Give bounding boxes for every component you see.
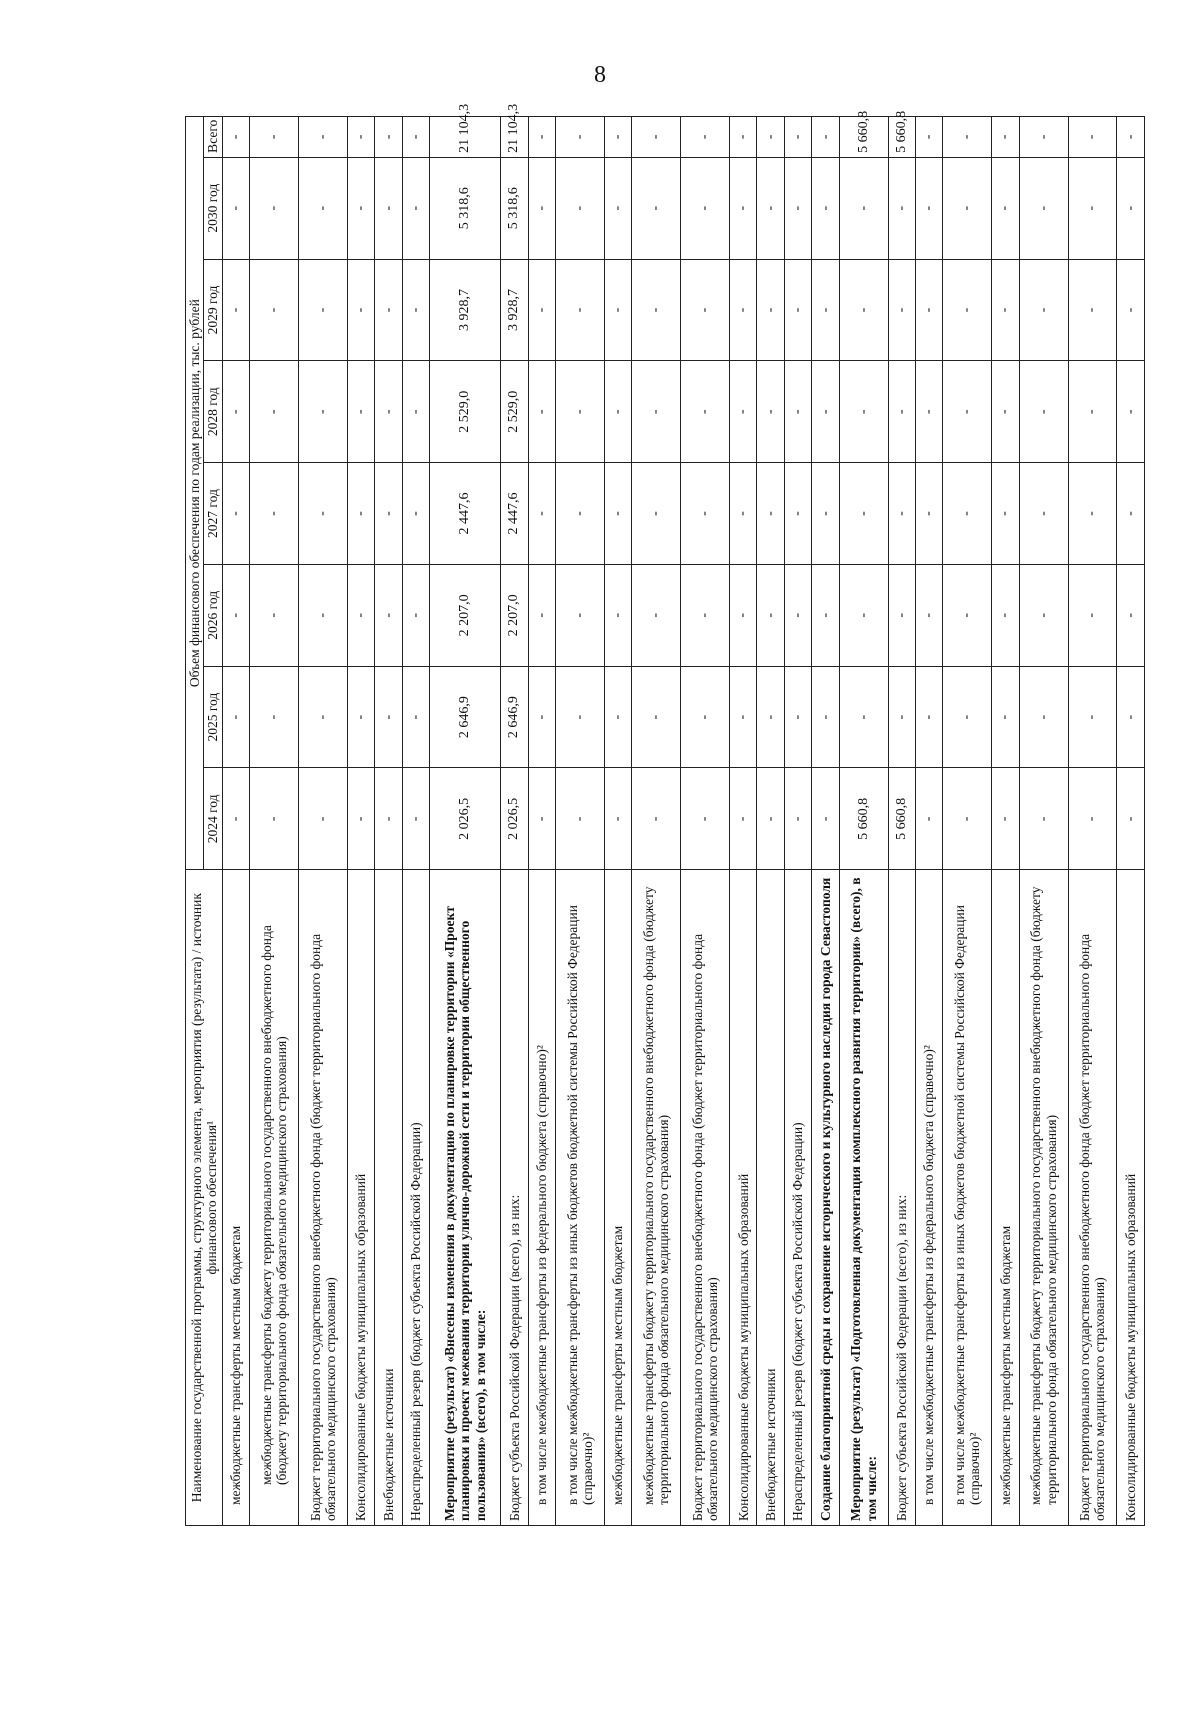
row-label: Бюджет территориального государственного внебюджетного фонда (бюджет территориального фонда обязательного медицинского страхования) — [681, 870, 730, 1526]
page-number: 8 — [594, 62, 606, 88]
row-label: в том числе межбюджетные трансферты из иных бюджетов бюджетной системы Российской Федерации (справочно)² — [943, 870, 992, 1526]
row-total-value: - — [604, 117, 631, 158]
table-row — [604, 117, 631, 1526]
header-year: 2025 год — [204, 666, 222, 768]
header-year: 2026 год — [204, 564, 222, 666]
header-year: 2028 год — [204, 361, 222, 463]
row-label: Бюджет территориального государственного внебюджетного фонда (бюджет территориального фонда обязательного медицинского страхования) — [1068, 870, 1117, 1526]
row-year-value: - — [632, 361, 681, 463]
row-year-value: - — [222, 768, 249, 870]
row-year-value: - — [915, 564, 942, 666]
row-year-value: 2 207,0 — [430, 564, 501, 666]
row-total-value: - — [757, 117, 784, 158]
row-label: Бюджет субъекта Российской Федерации (всего), из них: — [501, 870, 528, 1526]
row-year-value: - — [347, 157, 374, 259]
row-year-value: - — [839, 564, 888, 666]
row-year-value: - — [1117, 463, 1145, 565]
row-year-value: - — [250, 564, 299, 666]
row-year-value: - — [1117, 259, 1145, 361]
row-year-value: - — [730, 361, 757, 463]
row-year-value: - — [222, 361, 249, 463]
row-total-value: 5 660,8 — [839, 117, 888, 158]
row-year-value: - — [812, 361, 839, 463]
row-year-value: - — [757, 768, 784, 870]
row-year-value: - — [604, 564, 631, 666]
table-row — [1019, 117, 1068, 1526]
row-year-value: - — [402, 666, 429, 768]
row-year-value: - — [1068, 463, 1117, 565]
row-year-value: - — [347, 259, 374, 361]
row-year-value: - — [556, 361, 605, 463]
row-total-value: - — [528, 117, 555, 158]
row-year-value: - — [1068, 564, 1117, 666]
row-total-value: 5 660,8 — [888, 117, 915, 158]
row-year-value: - — [528, 361, 555, 463]
row-year-value: - — [784, 157, 811, 259]
row-year-value: - — [632, 463, 681, 565]
row-total-value: - — [784, 117, 811, 158]
row-year-value: - — [943, 157, 992, 259]
row-year-value: - — [757, 463, 784, 565]
row-year-value: - — [784, 259, 811, 361]
row-total-value: 21 104,3 — [501, 117, 528, 158]
row-year-value: - — [402, 157, 429, 259]
row-year-value: - — [681, 157, 730, 259]
row-year-value: - — [681, 768, 730, 870]
row-year-value: - — [992, 564, 1019, 666]
row-total-value: - — [250, 117, 299, 158]
table-row — [1068, 117, 1117, 1526]
row-total-value: - — [730, 117, 757, 158]
row-year-value: - — [730, 666, 757, 768]
row-year-value: - — [402, 463, 429, 565]
row-year-value: - — [375, 157, 402, 259]
header-total: Всего — [204, 117, 222, 158]
row-label: Внебюджетные источники — [375, 870, 402, 1526]
row-year-value: - — [1019, 259, 1068, 361]
table-row — [528, 117, 555, 1526]
row-year-value: - — [812, 259, 839, 361]
row-total-value: - — [222, 117, 249, 158]
row-year-value: - — [604, 259, 631, 361]
row-year-value: - — [250, 666, 299, 768]
row-year-value: - — [375, 463, 402, 565]
row-year-value: - — [888, 463, 915, 565]
row-label: Мероприятие (результат) «Внесены изменения в документацию по планировке территории «Проект планировки и проект межевания территории улично-дорожной сети и территории общественного пользования» (всего), в том числе: — [430, 870, 501, 1526]
row-year-value: - — [757, 259, 784, 361]
row-year-value: - — [528, 768, 555, 870]
table-row — [943, 117, 992, 1526]
row-year-value: - — [784, 564, 811, 666]
row-year-value: - — [1068, 361, 1117, 463]
row-year-value: 5 318,6 — [501, 157, 528, 259]
row-total-value: - — [402, 117, 429, 158]
row-year-value: - — [888, 666, 915, 768]
row-year-value: - — [784, 666, 811, 768]
row-total-value: 21 104,3 — [430, 117, 501, 158]
row-year-value: - — [730, 259, 757, 361]
row-year-value: - — [943, 564, 992, 666]
row-year-value: - — [1117, 768, 1145, 870]
row-year-value: - — [812, 768, 839, 870]
row-year-value: - — [528, 463, 555, 565]
row-year-value: - — [812, 463, 839, 565]
table-row — [402, 117, 429, 1526]
row-year-value: - — [1019, 463, 1068, 565]
row-year-value: - — [888, 361, 915, 463]
row-year-value: - — [943, 768, 992, 870]
row-year-value: - — [299, 361, 348, 463]
row-year-value: - — [347, 463, 374, 565]
table-row — [757, 117, 784, 1526]
row-year-value: - — [888, 259, 915, 361]
table-row — [839, 117, 888, 1526]
row-year-value: - — [556, 564, 605, 666]
row-year-value: - — [812, 666, 839, 768]
row-label: Консолидированные бюджеты муниципальных образований — [1117, 870, 1145, 1526]
row-year-value: - — [681, 666, 730, 768]
row-year-value: - — [347, 768, 374, 870]
row-year-value: - — [915, 463, 942, 565]
row-year-value: - — [1019, 768, 1068, 870]
table-row — [730, 117, 757, 1526]
row-year-value: - — [730, 463, 757, 565]
table-row — [784, 117, 811, 1526]
row-year-value: - — [812, 157, 839, 259]
table-row — [681, 117, 730, 1526]
row-year-value: - — [1117, 157, 1145, 259]
row-total-value: - — [812, 117, 839, 158]
row-year-value: - — [992, 361, 1019, 463]
table-body — [222, 103, 1144, 1526]
row-year-value: - — [347, 564, 374, 666]
header-year: 2027 год — [204, 463, 222, 565]
row-label: межбюджетные трансферты бюджету территориального государственного внебюджетного фонда (бюджету территориального фонда обязательного медицинского страхования) — [250, 870, 299, 1526]
row-year-value: - — [402, 768, 429, 870]
row-year-value: - — [915, 259, 942, 361]
row-label: Мероприятие (результат) «Подготовленная документация комплексного развития территории» (всего), в том числе: — [839, 870, 888, 1526]
row-year-value: - — [943, 666, 992, 768]
row-year-value: - — [604, 463, 631, 565]
row-year-value: - — [812, 564, 839, 666]
row-label: в том числе межбюджетные трансферты из федерального бюджета (справочно)² — [528, 870, 555, 1526]
row-year-value: - — [681, 564, 730, 666]
row-year-value: - — [375, 361, 402, 463]
row-year-value: - — [222, 463, 249, 565]
row-year-value: - — [839, 666, 888, 768]
row-year-value: - — [604, 157, 631, 259]
row-total-value: - — [1068, 117, 1117, 158]
row-total-value: - — [681, 117, 730, 158]
header-year: 2024 год — [204, 768, 222, 870]
row-year-value: 2 529,0 — [430, 361, 501, 463]
row-total-value: - — [1117, 117, 1145, 158]
row-year-value: 3 928,7 — [501, 259, 528, 361]
table-header — [186, 117, 223, 1526]
row-year-value: 5 660,8 — [839, 768, 888, 870]
row-year-value: 2 207,0 — [501, 564, 528, 666]
row-total-value: - — [1019, 117, 1068, 158]
table-row — [888, 117, 915, 1526]
row-year-value: 3 928,7 — [430, 259, 501, 361]
row-year-value: - — [915, 157, 942, 259]
row-label: межбюджетные трансферты местным бюджетам — [992, 870, 1019, 1526]
row-year-value: - — [632, 666, 681, 768]
table-row — [347, 117, 374, 1526]
row-year-value: - — [528, 259, 555, 361]
row-year-value: - — [1117, 361, 1145, 463]
row-year-value: - — [943, 259, 992, 361]
table-row — [299, 117, 348, 1526]
row-year-value: - — [347, 666, 374, 768]
row-year-value: - — [1019, 157, 1068, 259]
header-financing-group: Объем финансового обеспечения по годам реализации, тыс. рублей — [186, 117, 204, 870]
row-year-value: - — [299, 768, 348, 870]
row-year-value: - — [1117, 666, 1145, 768]
row-year-value: - — [375, 768, 402, 870]
row-total-value: - — [375, 117, 402, 158]
row-year-value: - — [757, 666, 784, 768]
row-year-value: 2 447,6 — [430, 463, 501, 565]
row-year-value: 2 026,5 — [430, 768, 501, 870]
row-year-value: - — [943, 463, 992, 565]
row-year-value: - — [730, 157, 757, 259]
row-year-value: - — [888, 157, 915, 259]
row-year-value: - — [528, 157, 555, 259]
row-year-value: - — [757, 157, 784, 259]
row-year-value: - — [839, 259, 888, 361]
row-year-value: 2 529,0 — [501, 361, 528, 463]
row-year-value: - — [784, 463, 811, 565]
row-year-value: - — [1019, 361, 1068, 463]
row-year-value: - — [632, 768, 681, 870]
row-total-value: - — [299, 117, 348, 158]
row-year-value: - — [402, 259, 429, 361]
row-year-value: - — [299, 666, 348, 768]
row-year-value: - — [222, 666, 249, 768]
row-label: межбюджетные трансферты местным бюджетам — [222, 870, 249, 1526]
row-year-value: - — [222, 259, 249, 361]
row-year-value: - — [1019, 564, 1068, 666]
row-total-value: - — [943, 117, 992, 158]
row-year-value: - — [250, 463, 299, 565]
row-year-value: - — [556, 768, 605, 870]
row-year-value: 2 026,5 — [501, 768, 528, 870]
row-year-value: - — [730, 768, 757, 870]
row-year-value: - — [402, 361, 429, 463]
row-year-value: - — [681, 361, 730, 463]
row-year-value: - — [250, 259, 299, 361]
row-year-value: - — [915, 666, 942, 768]
row-year-value: - — [681, 259, 730, 361]
row-year-value: - — [992, 259, 1019, 361]
row-year-value: - — [784, 361, 811, 463]
row-year-value: - — [1019, 666, 1068, 768]
row-year-value: - — [402, 564, 429, 666]
row-year-value: - — [299, 157, 348, 259]
row-label: Консолидированные бюджеты муниципальных образований — [730, 870, 757, 1526]
row-year-value: - — [632, 259, 681, 361]
row-year-value: - — [1117, 564, 1145, 666]
row-year-value: - — [839, 463, 888, 565]
row-year-value: - — [299, 463, 348, 565]
row-year-value: - — [299, 259, 348, 361]
row-year-value: - — [992, 463, 1019, 565]
row-year-value: - — [992, 157, 1019, 259]
row-year-value: - — [757, 361, 784, 463]
row-year-value: - — [375, 564, 402, 666]
row-label: Нераспределенный резерв (бюджет субъекта Российской Федерации) — [402, 870, 429, 1526]
row-year-value: - — [347, 361, 374, 463]
row-year-value: 5 318,6 — [430, 157, 501, 259]
row-year-value: - — [250, 768, 299, 870]
row-total-value: - — [347, 117, 374, 158]
row-label: в том числе межбюджетные трансферты из иных бюджетов бюджетной системы Российской Федерации (справочно)² — [556, 870, 605, 1526]
row-year-value: - — [604, 768, 631, 870]
row-year-value: - — [943, 361, 992, 463]
row-year-value: - — [915, 361, 942, 463]
row-label: Бюджет субъекта Российской Федерации (всего), из них: — [888, 870, 915, 1526]
row-year-value: - — [250, 361, 299, 463]
row-total-value: - — [632, 117, 681, 158]
row-year-value: - — [915, 768, 942, 870]
table-row — [430, 117, 501, 1526]
row-year-value: - — [250, 157, 299, 259]
row-label: Консолидированные бюджеты муниципальных образований — [347, 870, 374, 1526]
row-year-value: - — [992, 768, 1019, 870]
row-year-value: - — [632, 157, 681, 259]
row-year-value: - — [556, 157, 605, 259]
row-label: Внебюджетные источники — [757, 870, 784, 1526]
row-year-value: - — [299, 564, 348, 666]
row-label: Нераспределенный резерв (бюджет субъекта Российской Федерации) — [784, 870, 811, 1526]
row-year-value: - — [730, 564, 757, 666]
table-row — [250, 117, 299, 1526]
row-year-value: - — [528, 564, 555, 666]
row-year-value: 2 447,6 — [501, 463, 528, 565]
row-year-value: - — [1068, 666, 1117, 768]
row-year-value: - — [222, 564, 249, 666]
table-row — [812, 117, 839, 1526]
table-row — [915, 117, 942, 1526]
table-row — [375, 117, 402, 1526]
row-year-value: - — [757, 564, 784, 666]
row-year-value: - — [528, 666, 555, 768]
row-total-value: - — [992, 117, 1019, 158]
table-row — [992, 117, 1019, 1526]
row-year-value: - — [375, 666, 402, 768]
row-year-value: - — [992, 666, 1019, 768]
row-label: Бюджет территориального государственного внебюджетного фонда (бюджет территориального фонда обязательного медицинского страхования) — [299, 870, 348, 1526]
row-year-value: - — [681, 463, 730, 565]
row-total-value: - — [915, 117, 942, 158]
row-label: в том числе межбюджетные трансферты из федерального бюджета (справочно)² — [915, 870, 942, 1526]
table-row — [632, 117, 681, 1526]
row-year-value: - — [888, 564, 915, 666]
row-year-value: - — [556, 463, 605, 565]
row-year-value: - — [222, 157, 249, 259]
row-year-value: - — [604, 361, 631, 463]
row-year-value: - — [632, 564, 681, 666]
row-year-value: - — [1068, 157, 1117, 259]
header-name-column: Наименование государственной программы, структурного элемента, мероприятия (результата) / источник финансового обеспечения¹ — [186, 870, 223, 1526]
table-row — [1117, 117, 1145, 1526]
row-year-value: - — [1068, 768, 1117, 870]
financing-table — [185, 103, 1145, 1526]
row-year-value: - — [839, 157, 888, 259]
row-year-value: - — [556, 666, 605, 768]
row-year-value: 5 660,8 — [888, 768, 915, 870]
row-label: Создание благоприятной среды и сохранение исторического и культурного наследия города Севастополя — [812, 870, 839, 1526]
row-year-value: - — [1068, 259, 1117, 361]
row-label: межбюджетные трансферты местным бюджетам — [604, 870, 631, 1526]
header-year: 2030 год — [204, 157, 222, 259]
row-year-value: - — [556, 259, 605, 361]
row-year-value: 2 646,9 — [430, 666, 501, 768]
row-year-value: - — [839, 361, 888, 463]
table-row — [222, 117, 249, 1526]
row-total-value: - — [556, 117, 605, 158]
table-row — [501, 117, 528, 1526]
row-year-value: - — [784, 768, 811, 870]
row-label: межбюджетные трансферты бюджету территориального государственного внебюджетного фонда (бюджету территориального фонда обязательного медицинского страхования) — [632, 870, 681, 1526]
row-year-value: 2 646,9 — [501, 666, 528, 768]
header-year: 2029 год — [204, 259, 222, 361]
table-row — [556, 117, 605, 1526]
row-year-value: - — [604, 666, 631, 768]
rotated-table-container — [185, 103, 1145, 1526]
row-label: межбюджетные трансферты бюджету территориального государственного внебюджетного фонда (бюджету территориального фонда обязательного медицинского страхования) — [1019, 870, 1068, 1526]
row-year-value: - — [375, 259, 402, 361]
